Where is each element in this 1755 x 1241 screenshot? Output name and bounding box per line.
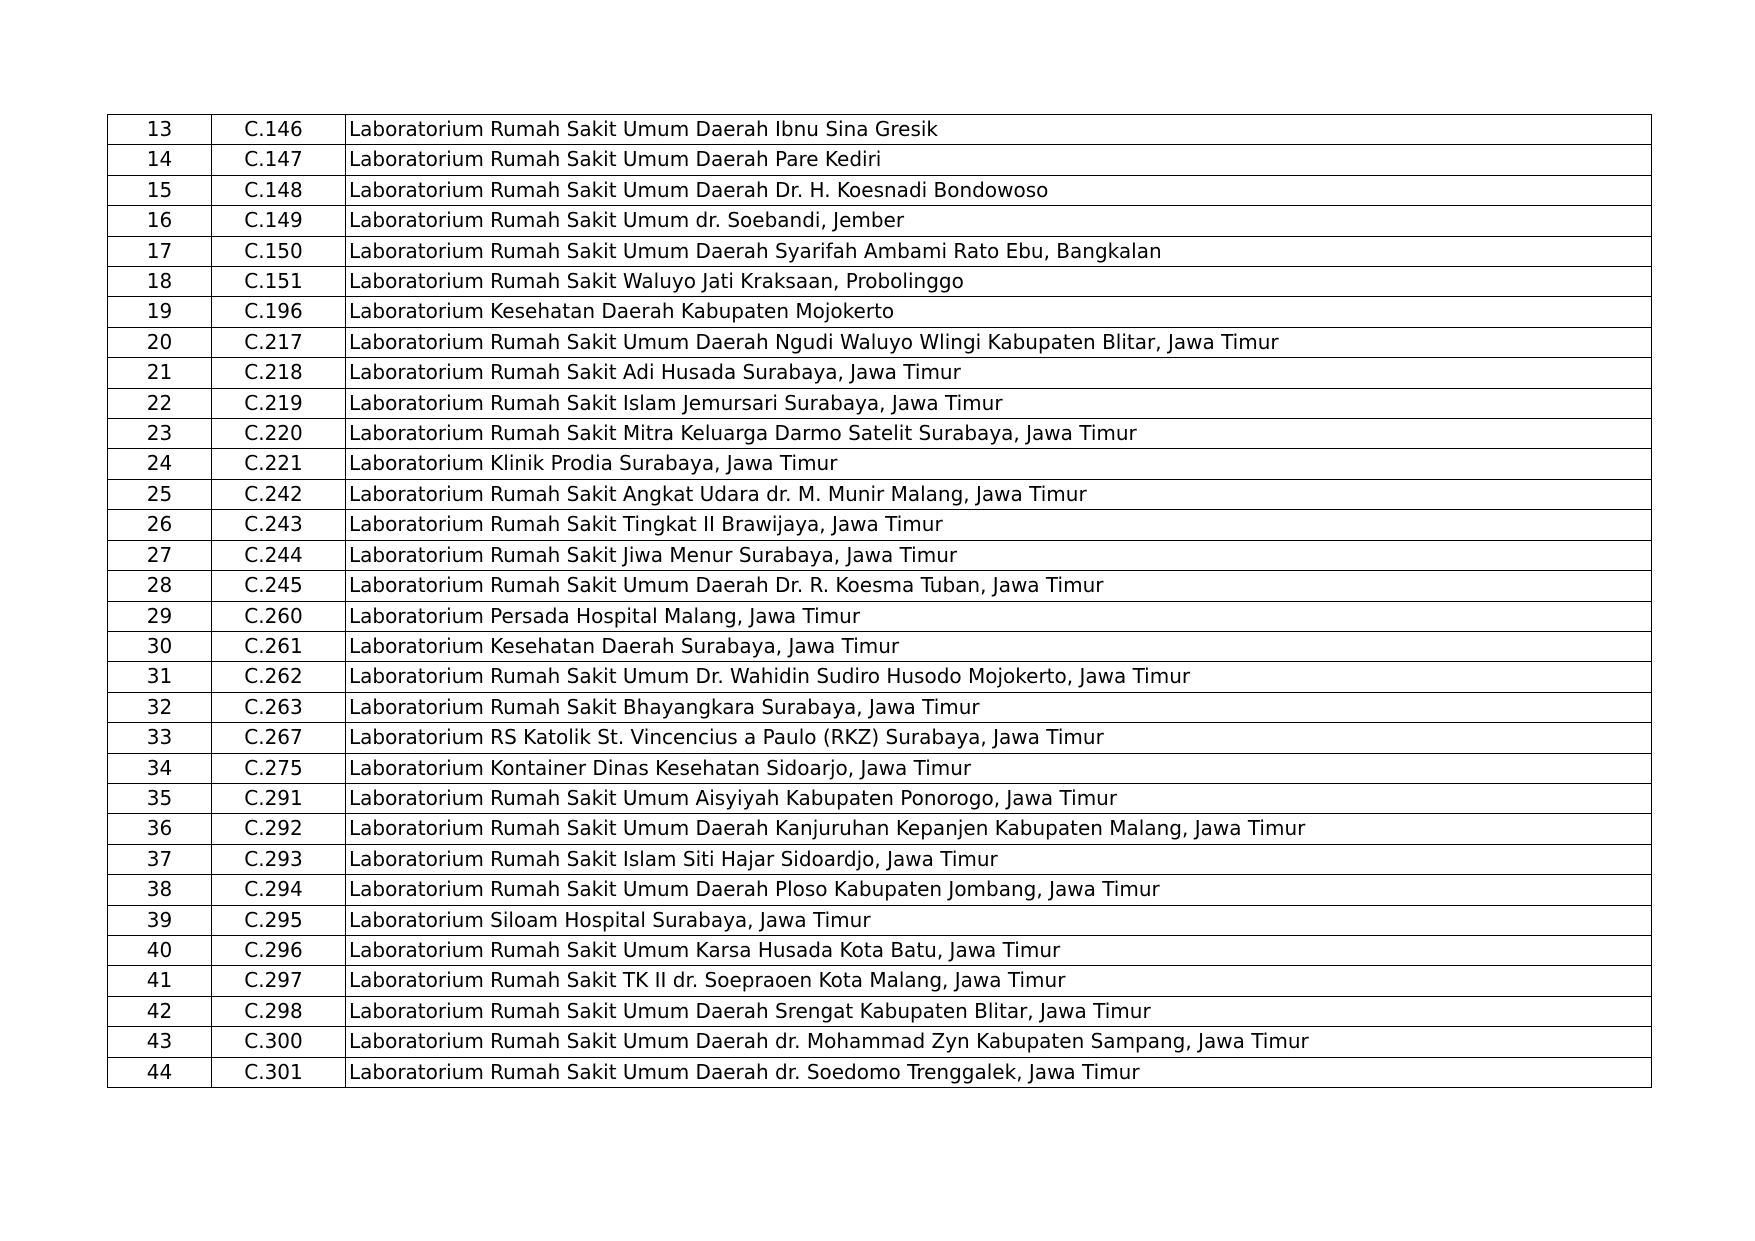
- row-number-cell: 25: [108, 479, 212, 509]
- table-row: [108, 388, 1652, 418]
- row-number-cell: 40: [108, 935, 212, 965]
- row-number-cell: 33: [108, 723, 212, 753]
- table-row: [108, 419, 1652, 449]
- row-number-cell: 14: [108, 145, 212, 175]
- row-number-cell: 35: [108, 783, 212, 813]
- lab-name-cell: Laboratorium Rumah Sakit Mitra Keluarga Darmo Satelit Surabaya, Jawa Timur: [346, 419, 1652, 449]
- table-row: [108, 510, 1652, 540]
- row-number-cell: 42: [108, 996, 212, 1026]
- lab-code-cell: C.291: [212, 783, 346, 813]
- table-row: [108, 479, 1652, 509]
- table-row: [108, 297, 1652, 327]
- lab-code-cell: C.267: [212, 723, 346, 753]
- row-number-cell: 22: [108, 388, 212, 418]
- table-row: [108, 935, 1652, 965]
- table-row: [108, 358, 1652, 388]
- row-number-cell: 21: [108, 358, 212, 388]
- table-row: [108, 753, 1652, 783]
- lab-code-cell: C.300: [212, 1027, 346, 1057]
- lab-code-cell: C.294: [212, 875, 346, 905]
- lab-code-cell: C.221: [212, 449, 346, 479]
- lab-code-cell: C.298: [212, 996, 346, 1026]
- row-number-cell: 36: [108, 814, 212, 844]
- lab-code-cell: C.196: [212, 297, 346, 327]
- row-number-cell: 38: [108, 875, 212, 905]
- lab-code-cell: C.146: [212, 115, 346, 145]
- row-number-cell: 34: [108, 753, 212, 783]
- laboratory-table-body: [108, 115, 1652, 1088]
- lab-name-cell: Laboratorium Rumah Sakit Umum Daerah Pare Kediri: [346, 145, 1652, 175]
- lab-code-cell: C.260: [212, 601, 346, 631]
- lab-name-cell: Laboratorium Rumah Sakit Umum Daerah Ngudi Waluyo Wlingi Kabupaten Blitar, Jawa Timur: [346, 327, 1652, 357]
- lab-name-cell: Laboratorium Rumah Sakit Umum Karsa Husada Kota Batu, Jawa Timur: [346, 935, 1652, 965]
- lab-name-cell: Laboratorium Rumah Sakit Umum Daerah Srengat Kabupaten Blitar, Jawa Timur: [346, 996, 1652, 1026]
- row-number-cell: 30: [108, 631, 212, 661]
- table-row: [108, 783, 1652, 813]
- row-number-cell: 32: [108, 692, 212, 722]
- table-row: [108, 327, 1652, 357]
- row-number-cell: 39: [108, 905, 212, 935]
- table-row: [108, 844, 1652, 874]
- row-number-cell: 16: [108, 206, 212, 236]
- lab-code-cell: C.295: [212, 905, 346, 935]
- table-row: [108, 662, 1652, 692]
- lab-code-cell: C.263: [212, 692, 346, 722]
- lab-code-cell: C.301: [212, 1057, 346, 1087]
- lab-code-cell: C.245: [212, 571, 346, 601]
- table-row: [108, 996, 1652, 1026]
- laboratory-table: [107, 114, 1652, 1088]
- table-row: [108, 236, 1652, 266]
- table-row: [108, 692, 1652, 722]
- lab-code-cell: C.150: [212, 236, 346, 266]
- lab-name-cell: Laboratorium Rumah Sakit Waluyo Jati Kraksaan, Probolinggo: [346, 267, 1652, 297]
- lab-code-cell: C.220: [212, 419, 346, 449]
- table-row: [108, 175, 1652, 205]
- row-number-cell: 19: [108, 297, 212, 327]
- lab-name-cell: Laboratorium Rumah Sakit Umum dr. Soebandi, Jember: [346, 206, 1652, 236]
- lab-code-cell: C.217: [212, 327, 346, 357]
- row-number-cell: 37: [108, 844, 212, 874]
- table-row: [108, 145, 1652, 175]
- row-number-cell: 43: [108, 1027, 212, 1057]
- row-number-cell: 28: [108, 571, 212, 601]
- lab-name-cell: Laboratorium Rumah Sakit Umum Daerah Ibnu Sina Gresik: [346, 115, 1652, 145]
- table-row: [108, 814, 1652, 844]
- row-number-cell: 27: [108, 540, 212, 570]
- row-number-cell: 26: [108, 510, 212, 540]
- table-row: [108, 723, 1652, 753]
- lab-code-cell: C.151: [212, 267, 346, 297]
- table-row: [108, 601, 1652, 631]
- lab-code-cell: C.148: [212, 175, 346, 205]
- table-row: [108, 571, 1652, 601]
- lab-code-cell: C.218: [212, 358, 346, 388]
- table-row: [108, 115, 1652, 145]
- lab-name-cell: Laboratorium Kesehatan Daerah Kabupaten Mojokerto: [346, 297, 1652, 327]
- table-row: [108, 206, 1652, 236]
- row-number-cell: 24: [108, 449, 212, 479]
- lab-name-cell: Laboratorium Persada Hospital Malang, Jawa Timur: [346, 601, 1652, 631]
- row-number-cell: 29: [108, 601, 212, 631]
- table-row: [108, 966, 1652, 996]
- lab-code-cell: C.296: [212, 935, 346, 965]
- row-number-cell: 23: [108, 419, 212, 449]
- lab-code-cell: C.244: [212, 540, 346, 570]
- lab-name-cell: Laboratorium Siloam Hospital Surabaya, Jawa Timur: [346, 905, 1652, 935]
- lab-name-cell: Laboratorium Kesehatan Daerah Surabaya, Jawa Timur: [346, 631, 1652, 661]
- lab-code-cell: C.293: [212, 844, 346, 874]
- lab-code-cell: C.275: [212, 753, 346, 783]
- lab-name-cell: Laboratorium Rumah Sakit Adi Husada Surabaya, Jawa Timur: [346, 358, 1652, 388]
- table-row: [108, 449, 1652, 479]
- lab-name-cell: Laboratorium Klinik Prodia Surabaya, Jawa Timur: [346, 449, 1652, 479]
- table-row: [108, 1057, 1652, 1087]
- table-row: [108, 875, 1652, 905]
- lab-code-cell: C.219: [212, 388, 346, 418]
- row-number-cell: 13: [108, 115, 212, 145]
- lab-name-cell: Laboratorium Rumah Sakit Umum Daerah Dr. R. Koesma Tuban, Jawa Timur: [346, 571, 1652, 601]
- row-number-cell: 15: [108, 175, 212, 205]
- lab-name-cell: Laboratorium Rumah Sakit Umum Dr. Wahidin Sudiro Husodo Mojokerto, Jawa Timur: [346, 662, 1652, 692]
- table-row: [108, 1027, 1652, 1057]
- table-row: [108, 540, 1652, 570]
- lab-name-cell: Laboratorium Rumah Sakit Umum Daerah Ploso Kabupaten Jombang, Jawa Timur: [346, 875, 1652, 905]
- lab-name-cell: Laboratorium Rumah Sakit Umum Aisyiyah Kabupaten Ponorogo, Jawa Timur: [346, 783, 1652, 813]
- lab-name-cell: Laboratorium Rumah Sakit Islam Jemursari Surabaya, Jawa Timur: [346, 388, 1652, 418]
- lab-name-cell: Laboratorium Rumah Sakit TK II dr. Soepraoen Kota Malang, Jawa Timur: [346, 966, 1652, 996]
- lab-code-cell: C.147: [212, 145, 346, 175]
- lab-code-cell: C.292: [212, 814, 346, 844]
- lab-name-cell: Laboratorium Rumah Sakit Angkat Udara dr. M. Munir Malang, Jawa Timur: [346, 479, 1652, 509]
- lab-code-cell: C.297: [212, 966, 346, 996]
- table-row: [108, 267, 1652, 297]
- table-row: [108, 905, 1652, 935]
- lab-name-cell: Laboratorium Rumah Sakit Islam Siti Hajar Sidoardjo, Jawa Timur: [346, 844, 1652, 874]
- row-number-cell: 44: [108, 1057, 212, 1087]
- lab-name-cell: Laboratorium Rumah Sakit Umum Daerah Dr. H. Koesnadi Bondowoso: [346, 175, 1652, 205]
- row-number-cell: 31: [108, 662, 212, 692]
- lab-name-cell: Laboratorium Rumah Sakit Bhayangkara Surabaya, Jawa Timur: [346, 692, 1652, 722]
- row-number-cell: 18: [108, 267, 212, 297]
- lab-code-cell: C.262: [212, 662, 346, 692]
- lab-code-cell: C.149: [212, 206, 346, 236]
- row-number-cell: 20: [108, 327, 212, 357]
- lab-name-cell: Laboratorium Rumah Sakit Umum Daerah Kanjuruhan Kepanjen Kabupaten Malang, Jawa Timur: [346, 814, 1652, 844]
- row-number-cell: 17: [108, 236, 212, 266]
- table-row: [108, 631, 1652, 661]
- lab-code-cell: C.242: [212, 479, 346, 509]
- lab-code-cell: C.243: [212, 510, 346, 540]
- lab-name-cell: Laboratorium Rumah Sakit Tingkat II Brawijaya, Jawa Timur: [346, 510, 1652, 540]
- lab-name-cell: Laboratorium Rumah Sakit Umum Daerah dr. Soedomo Trenggalek, Jawa Timur: [346, 1057, 1652, 1087]
- row-number-cell: 41: [108, 966, 212, 996]
- lab-code-cell: C.261: [212, 631, 346, 661]
- lab-name-cell: Laboratorium RS Katolik St. Vincencius a Paulo (RKZ) Surabaya, Jawa Timur: [346, 723, 1652, 753]
- lab-name-cell: Laboratorium Rumah Sakit Umum Daerah Syarifah Ambami Rato Ebu, Bangkalan: [346, 236, 1652, 266]
- lab-name-cell: Laboratorium Rumah Sakit Umum Daerah dr. Mohammad Zyn Kabupaten Sampang, Jawa Timur: [346, 1027, 1652, 1057]
- lab-name-cell: Laboratorium Kontainer Dinas Kesehatan Sidoarjo, Jawa Timur: [346, 753, 1652, 783]
- lab-name-cell: Laboratorium Rumah Sakit Jiwa Menur Surabaya, Jawa Timur: [346, 540, 1652, 570]
